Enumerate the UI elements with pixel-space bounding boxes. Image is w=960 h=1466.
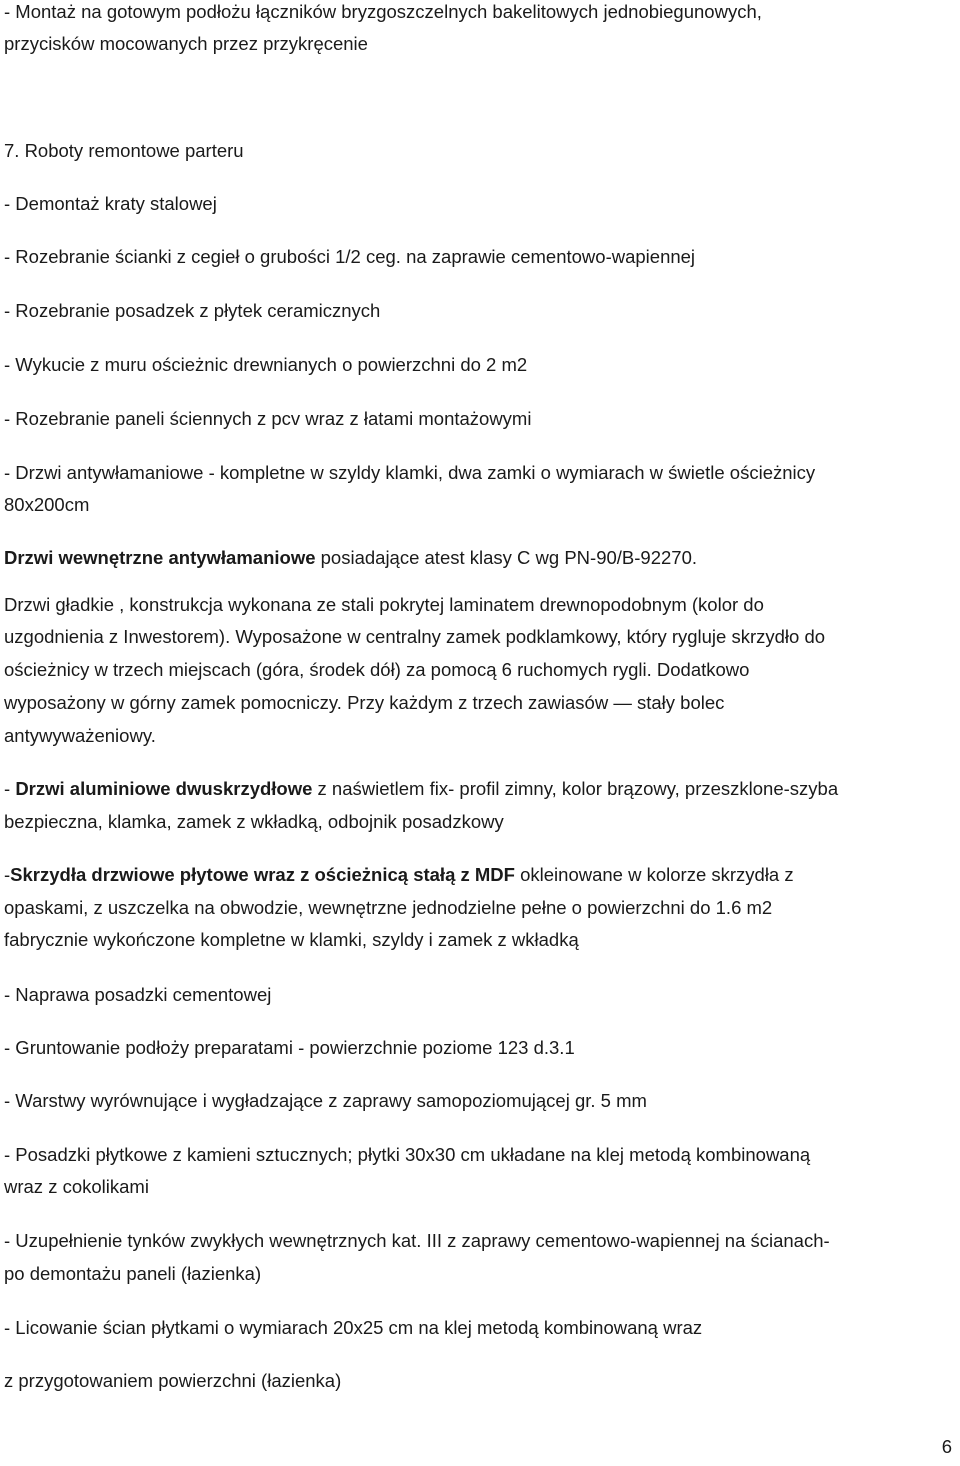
text-span: - <box>4 778 16 799</box>
bold-text: Skrzydła drzwiowe płytowe wraz z ościeżnicą stałą z MDF <box>10 864 515 885</box>
text-line: - Uzupełnienie tynków zwykłych wewnętrznych kat. III z zaprawy cementowo-wapiennej na ścianach- <box>4 1230 830 1251</box>
text-line: fabrycznie wykończone kompletne w klamki, szyldy i zamek z wkładką <box>4 929 579 950</box>
text-line: - Rozebranie ścianki z cegieł o grubości 1/2 ceg. na zaprawie cementowo-wapiennej <box>4 246 696 267</box>
text-line: - Warstwy wyrównujące i wygładzające z zaprawy samopoziomującej gr. 5 mm <box>4 1090 647 1111</box>
text-line: - Montaż na gotowym podłożu łączników bryzgoszczelnych bakelitowych jednobiegunowych, <box>4 1 762 22</box>
text-line: bezpieczna, klamka, zamek z wkładką, odbojnik posadzkowy <box>4 811 504 832</box>
text-line: - Rozebranie paneli ściennych z pcv wraz z łatami montażowymi <box>4 408 532 429</box>
text-span: okleinowane w kolorze skrzydła z <box>514 864 794 885</box>
text-line: Drzwi gładkie , konstrukcja wykonana ze stali pokrytej laminatem drewnopodobnym (kolor do <box>4 594 764 615</box>
text-line <box>4 778 838 800</box>
text-line <box>4 547 697 569</box>
section-heading: 7. Roboty remontowe parteru <box>4 140 244 161</box>
text-line: - Naprawa posadzki cementowej <box>4 984 272 1005</box>
text-span: z naświetlem fix- profil zimny, kolor brązowy, przeszklone-szyba <box>312 778 839 799</box>
bold-text: Drzwi wewnętrzne antywłamaniowe <box>4 547 316 568</box>
text-line: antywyważeniowy. <box>4 725 156 746</box>
text-line: wraz z cokolikami <box>4 1176 149 1197</box>
text-line: opaskami, z uszczelka na obwodzie, wewnętrzne jednodzielne pełne o powierzchni do 1.6 m2 <box>4 897 773 918</box>
text-line: ościeżnicy w trzech miejscach (góra, środek dół) za pomocą 6 ruchomych rygli. Dodatkowo <box>4 659 750 680</box>
page-number: 6 <box>941 1436 952 1457</box>
text-line: - Gruntowanie podłoży preparatami - powierzchnie poziome 123 d.3.1 <box>4 1037 575 1058</box>
bold-text: Drzwi aluminiowe dwuskrzydłowe <box>15 778 313 799</box>
text-line: - Posadzki płytkowe z kamieni sztucznych; płytki 30x30 cm układane na klej metodą kombinowaną <box>4 1144 811 1165</box>
text-line: przycisków mocowanych przez przykręcenie <box>4 33 368 54</box>
text-line: - Drzwi antywłamaniowe - kompletne w szyldy klamki, dwa zamki o wymiarach w świetle ościeżnicy <box>4 462 816 483</box>
text-line: 80x200cm <box>4 494 90 515</box>
text-line: - Wykucie z muru ościeżnic drewnianych o powierzchni do 2 m2 <box>4 354 528 375</box>
text-line: - Licowanie ścian płytkami o wymiarach 20x25 cm na klej metodą kombinowaną wraz <box>4 1317 703 1338</box>
text-line: po demontażu paneli (łazienka) <box>4 1263 262 1284</box>
text-line: z przygotowaniem powierzchni (łazienka) <box>4 1370 342 1391</box>
text-line: - Demontaż kraty stalowej <box>4 193 217 214</box>
text-line: wyposażony w górny zamek pomocniczy. Przy każdym z trzech zawiasów — stały bolec <box>4 692 725 713</box>
text-line <box>4 864 794 886</box>
text-span: posiadające atest klasy C wg PN-90/B-92270. <box>315 547 698 568</box>
text-line: uzgodnienia z Inwestorem). Wyposażone w centralny zamek podklamkowy, który rygluje skrzydło do <box>4 626 826 647</box>
text-line: - Rozebranie posadzek z płytek ceramicznych <box>4 300 381 321</box>
text-span: - <box>4 864 11 885</box>
